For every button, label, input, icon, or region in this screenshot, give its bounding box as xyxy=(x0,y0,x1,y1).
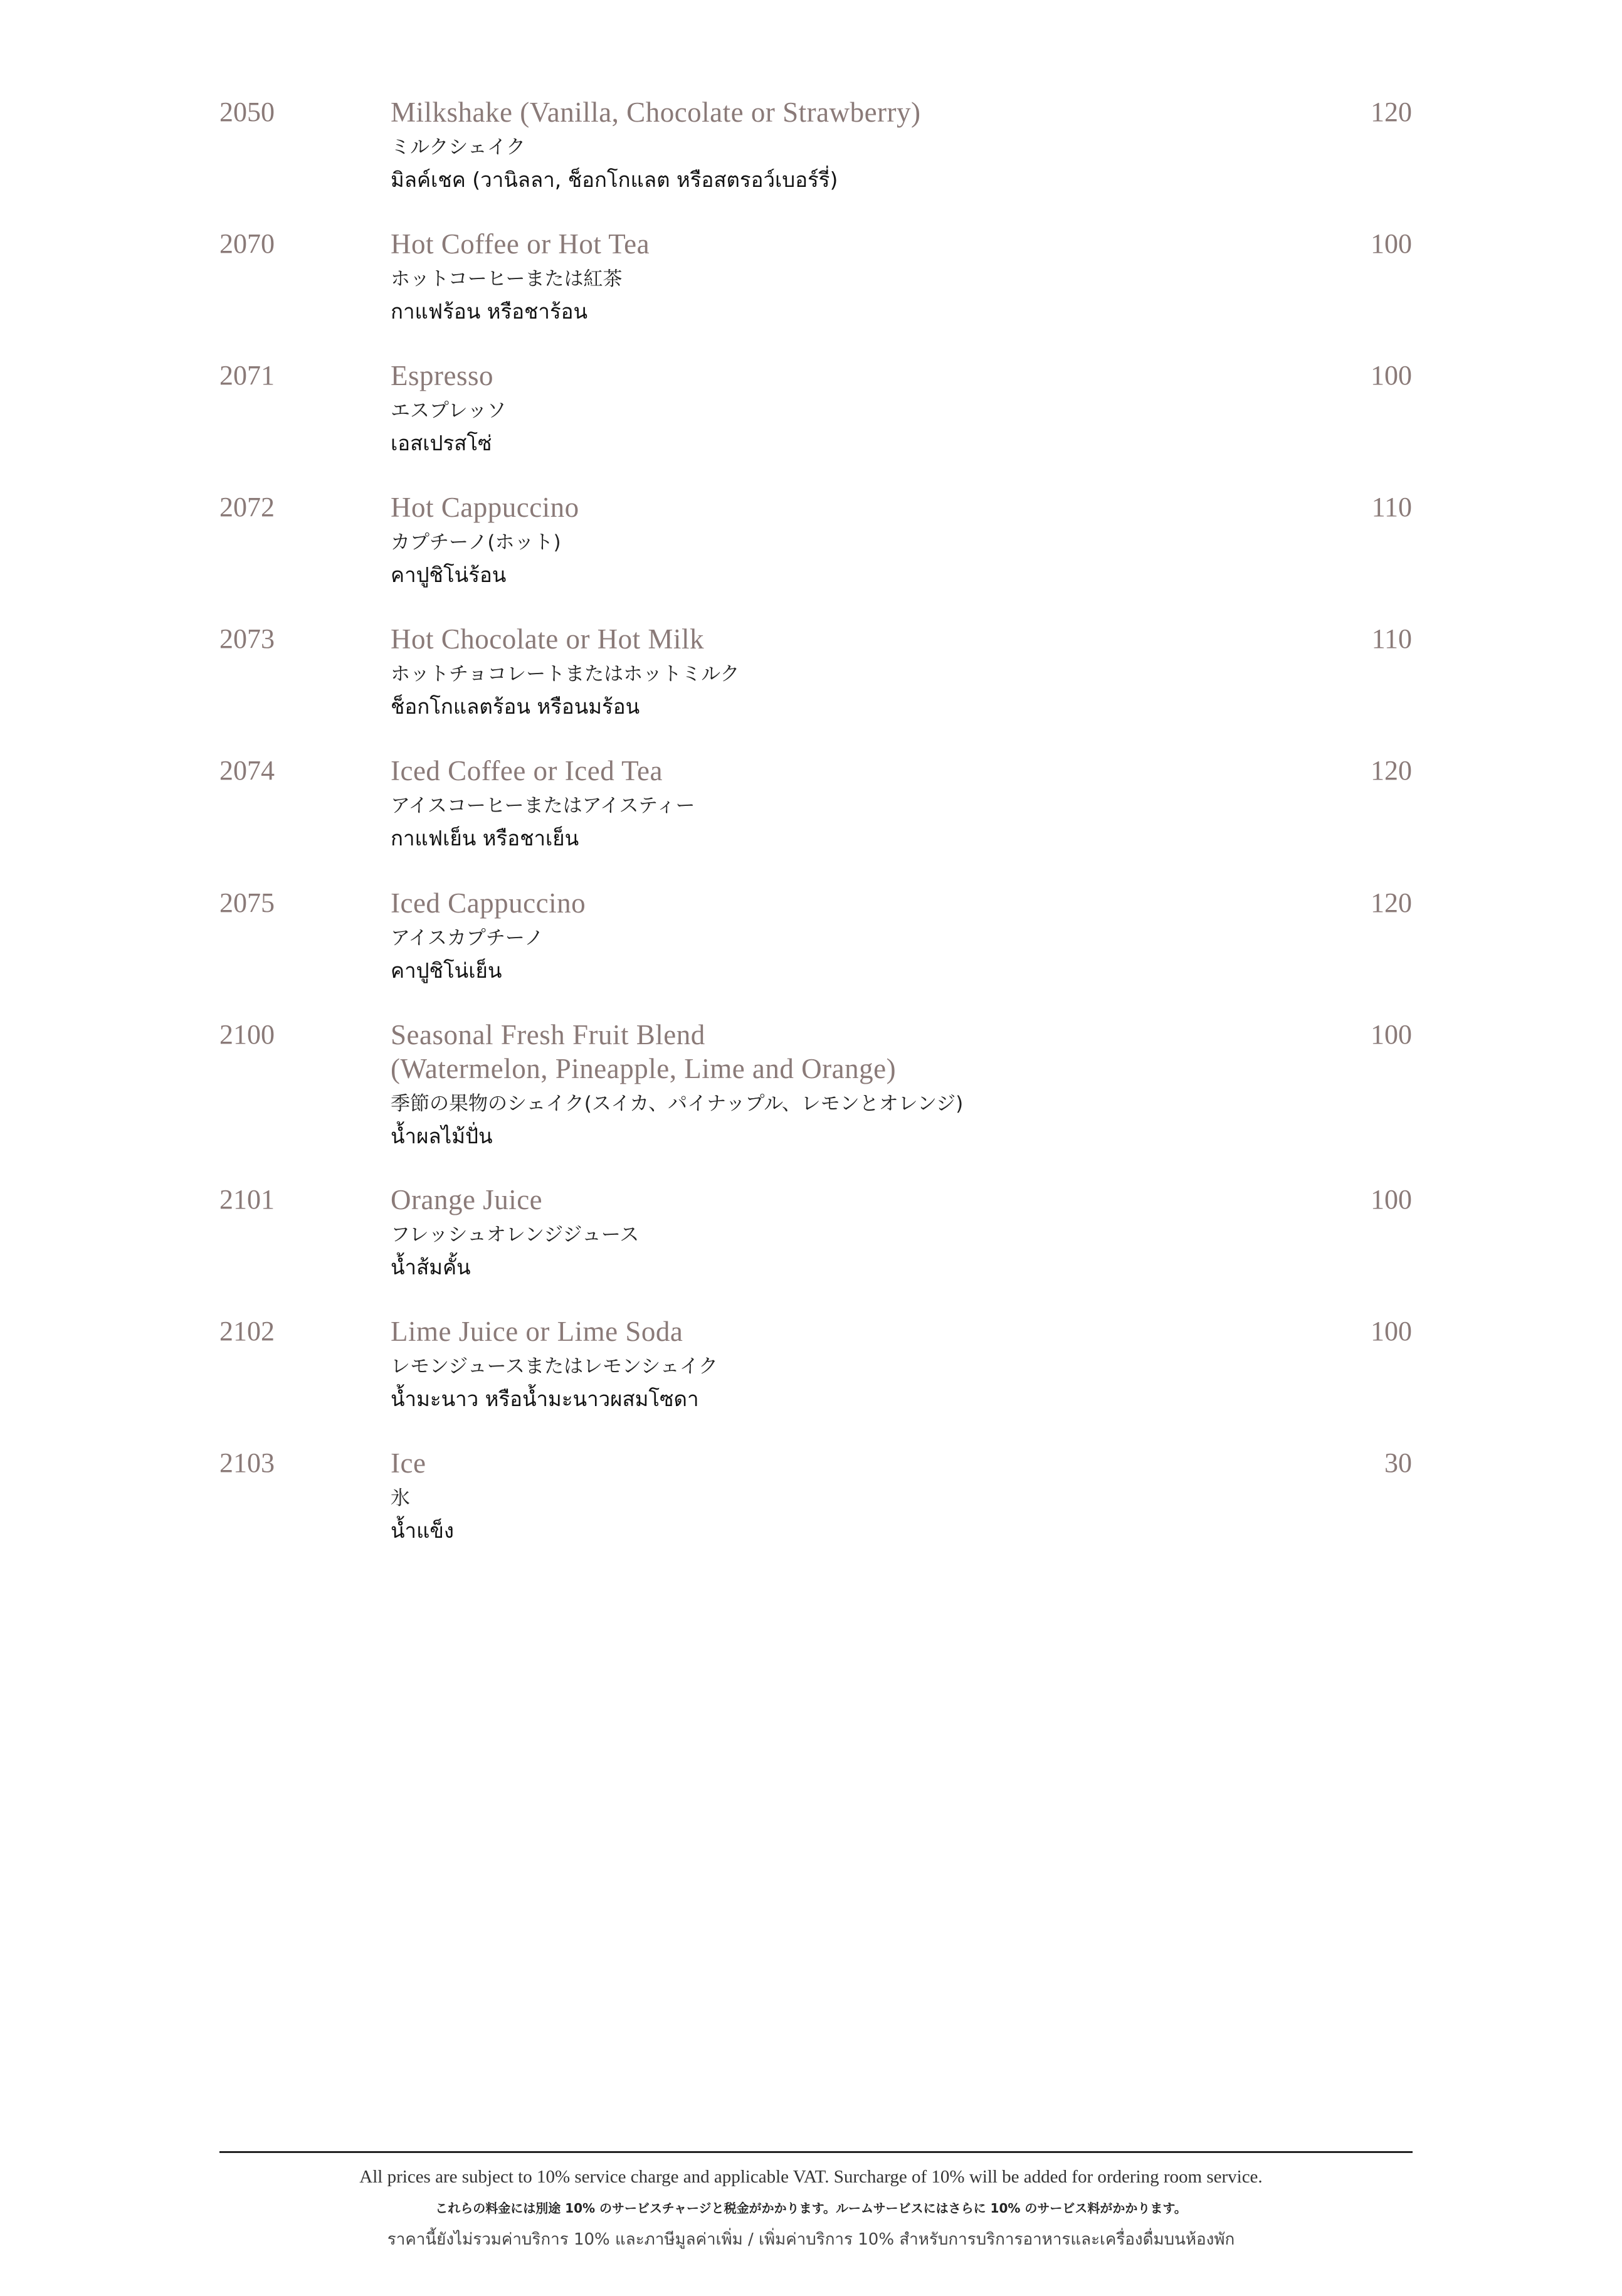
item-name-japanese: カプチーノ(ホット) xyxy=(391,531,561,554)
item-name-detail: (Watermelon, Pineapple, Lime and Orange) xyxy=(391,1053,897,1084)
item-name: Lime Juice or Lime Soda xyxy=(391,1316,683,1347)
menu-item xyxy=(0,1018,1622,1181)
footer-note-english: All prices are subject to 10% service charge and applicable VAT. Surcharge of 10% will be added for ordering room service. xyxy=(359,2167,1263,2187)
menu-item xyxy=(0,1446,1622,1572)
item-name-japanese: 季節の果物のシェイク(スイカ、パイナップル、レモンとオレンジ) xyxy=(391,1092,964,1115)
item-price: 120 xyxy=(1371,755,1412,786)
item-price: 100 xyxy=(1371,1184,1412,1215)
item-name: Iced Cappuccino xyxy=(391,887,586,919)
item-details xyxy=(391,1183,1331,1284)
item-price: 110 xyxy=(1371,492,1412,522)
item-name-thai: มิลค์เชค (วานิลลา, ช็อกโกแลต หรือสตรอว์เบอร์รี่) xyxy=(391,167,838,192)
item-code: 2072 xyxy=(219,492,275,522)
item-name-japanese: アイスカプチーノ xyxy=(391,927,544,950)
item-name-japanese: アイスコーヒーまたはアイスティー xyxy=(391,795,695,817)
item-name-thai: กาแฟเย็น หรือชาเย็น xyxy=(391,826,579,850)
item-name: Hot Chocolate or Hot Milk xyxy=(391,623,704,655)
item-details xyxy=(391,1315,1331,1416)
item-name-thai: น้ำผลไม้ปั่น xyxy=(391,1124,493,1148)
item-code: 2102 xyxy=(219,1316,275,1346)
item-code: 2071 xyxy=(219,360,275,391)
item-details xyxy=(391,754,1331,855)
item-name-japanese: フレッシュオレンジジュース xyxy=(391,1224,640,1246)
item-details xyxy=(391,1018,1331,1153)
item-details xyxy=(391,622,1331,724)
menu-item xyxy=(0,886,1622,1012)
menu-item xyxy=(0,490,1622,616)
item-name-thai: น้ำแข็ง xyxy=(391,1518,455,1543)
item-name-japanese: ミルクシェイク xyxy=(391,136,526,159)
footer-divider xyxy=(219,2151,1413,2153)
item-name-thai: คาปูชิโน่เย็น xyxy=(391,958,502,983)
menu-item xyxy=(0,359,1622,484)
item-name: Orange Juice xyxy=(391,1184,543,1215)
item-price: 120 xyxy=(1371,97,1412,127)
item-name-thai: คาปูชิโน่ร้อน xyxy=(391,563,507,587)
menu-item xyxy=(0,227,1622,352)
item-name: Iced Coffee or Iced Tea xyxy=(391,755,663,786)
item-name-japanese: エスプレッソ xyxy=(391,399,507,422)
item-price: 100 xyxy=(1371,360,1412,391)
item-code: 2075 xyxy=(219,887,275,918)
item-name: Espresso xyxy=(391,360,493,391)
item-name: Seasonal Fresh Fruit Blend xyxy=(391,1019,705,1050)
item-name-japanese: レモンジュースまたはレモンシェイク xyxy=(391,1355,719,1378)
item-code: 2100 xyxy=(219,1019,275,1050)
item-name-thai: เอสเปรสโซ่ xyxy=(391,431,492,455)
item-name-thai: ช็อกโกแลตร้อน หรือนมร้อน xyxy=(391,694,640,719)
item-name-thai: กาแฟร้อน หรือชาร้อน xyxy=(391,299,588,324)
item-details xyxy=(391,1446,1331,1548)
footer-note-japanese: これらの料金には別途 10% のサービスチャージと税金がかかります。ルームサービスにはさらに 10% のサービス料がかかります。 xyxy=(435,2201,1187,2216)
item-details xyxy=(391,359,1331,460)
item-name: Hot Coffee or Hot Tea xyxy=(391,228,650,260)
item-name-thai: น้ำส้มคั้น xyxy=(391,1255,471,1279)
item-name: Milkshake (Vanilla, Chocolate or Strawberry) xyxy=(391,97,921,128)
item-name-japanese: ホットコーヒーまたは紅茶 xyxy=(391,268,623,290)
menu-item xyxy=(0,95,1622,221)
item-code: 2103 xyxy=(219,1447,275,1478)
footer-note-thai: ราคานี้ยังไม่รวมค่าบริการ 10% และภาษีมูลค่าเพิ่ม / เพิ่มค่าบริการ 10% สำหรับการบริการอาหารและเครื่องดื่มบนห้องพัก xyxy=(387,2230,1235,2249)
item-details xyxy=(391,227,1331,329)
item-name-japanese: 氷 xyxy=(391,1487,410,1510)
item-name: Ice xyxy=(391,1447,426,1479)
item-name-thai: น้ำมะนาว หรือน้ำมะนาวผสมโซดา xyxy=(391,1387,699,1411)
menu-item xyxy=(0,754,1622,879)
item-price: 30 xyxy=(1384,1447,1412,1478)
item-details xyxy=(391,490,1331,592)
item-name-japanese: ホットチョコレートまたはホットミルク xyxy=(391,663,740,685)
item-price: 100 xyxy=(1371,1019,1412,1050)
item-code: 2070 xyxy=(219,228,275,259)
item-details xyxy=(391,886,1331,988)
item-price: 100 xyxy=(1371,228,1412,259)
item-code: 2073 xyxy=(219,623,275,654)
item-code: 2101 xyxy=(219,1184,275,1215)
item-code: 2050 xyxy=(219,97,275,127)
item-price: 110 xyxy=(1371,623,1412,654)
item-price: 120 xyxy=(1371,887,1412,918)
item-details xyxy=(391,95,1331,197)
item-price: 100 xyxy=(1371,1316,1412,1346)
item-name: Hot Cappuccino xyxy=(391,492,579,523)
item-code: 2074 xyxy=(219,755,275,786)
menu-item xyxy=(0,1183,1622,1308)
menu-item xyxy=(0,1315,1622,1440)
menu-item xyxy=(0,622,1622,748)
